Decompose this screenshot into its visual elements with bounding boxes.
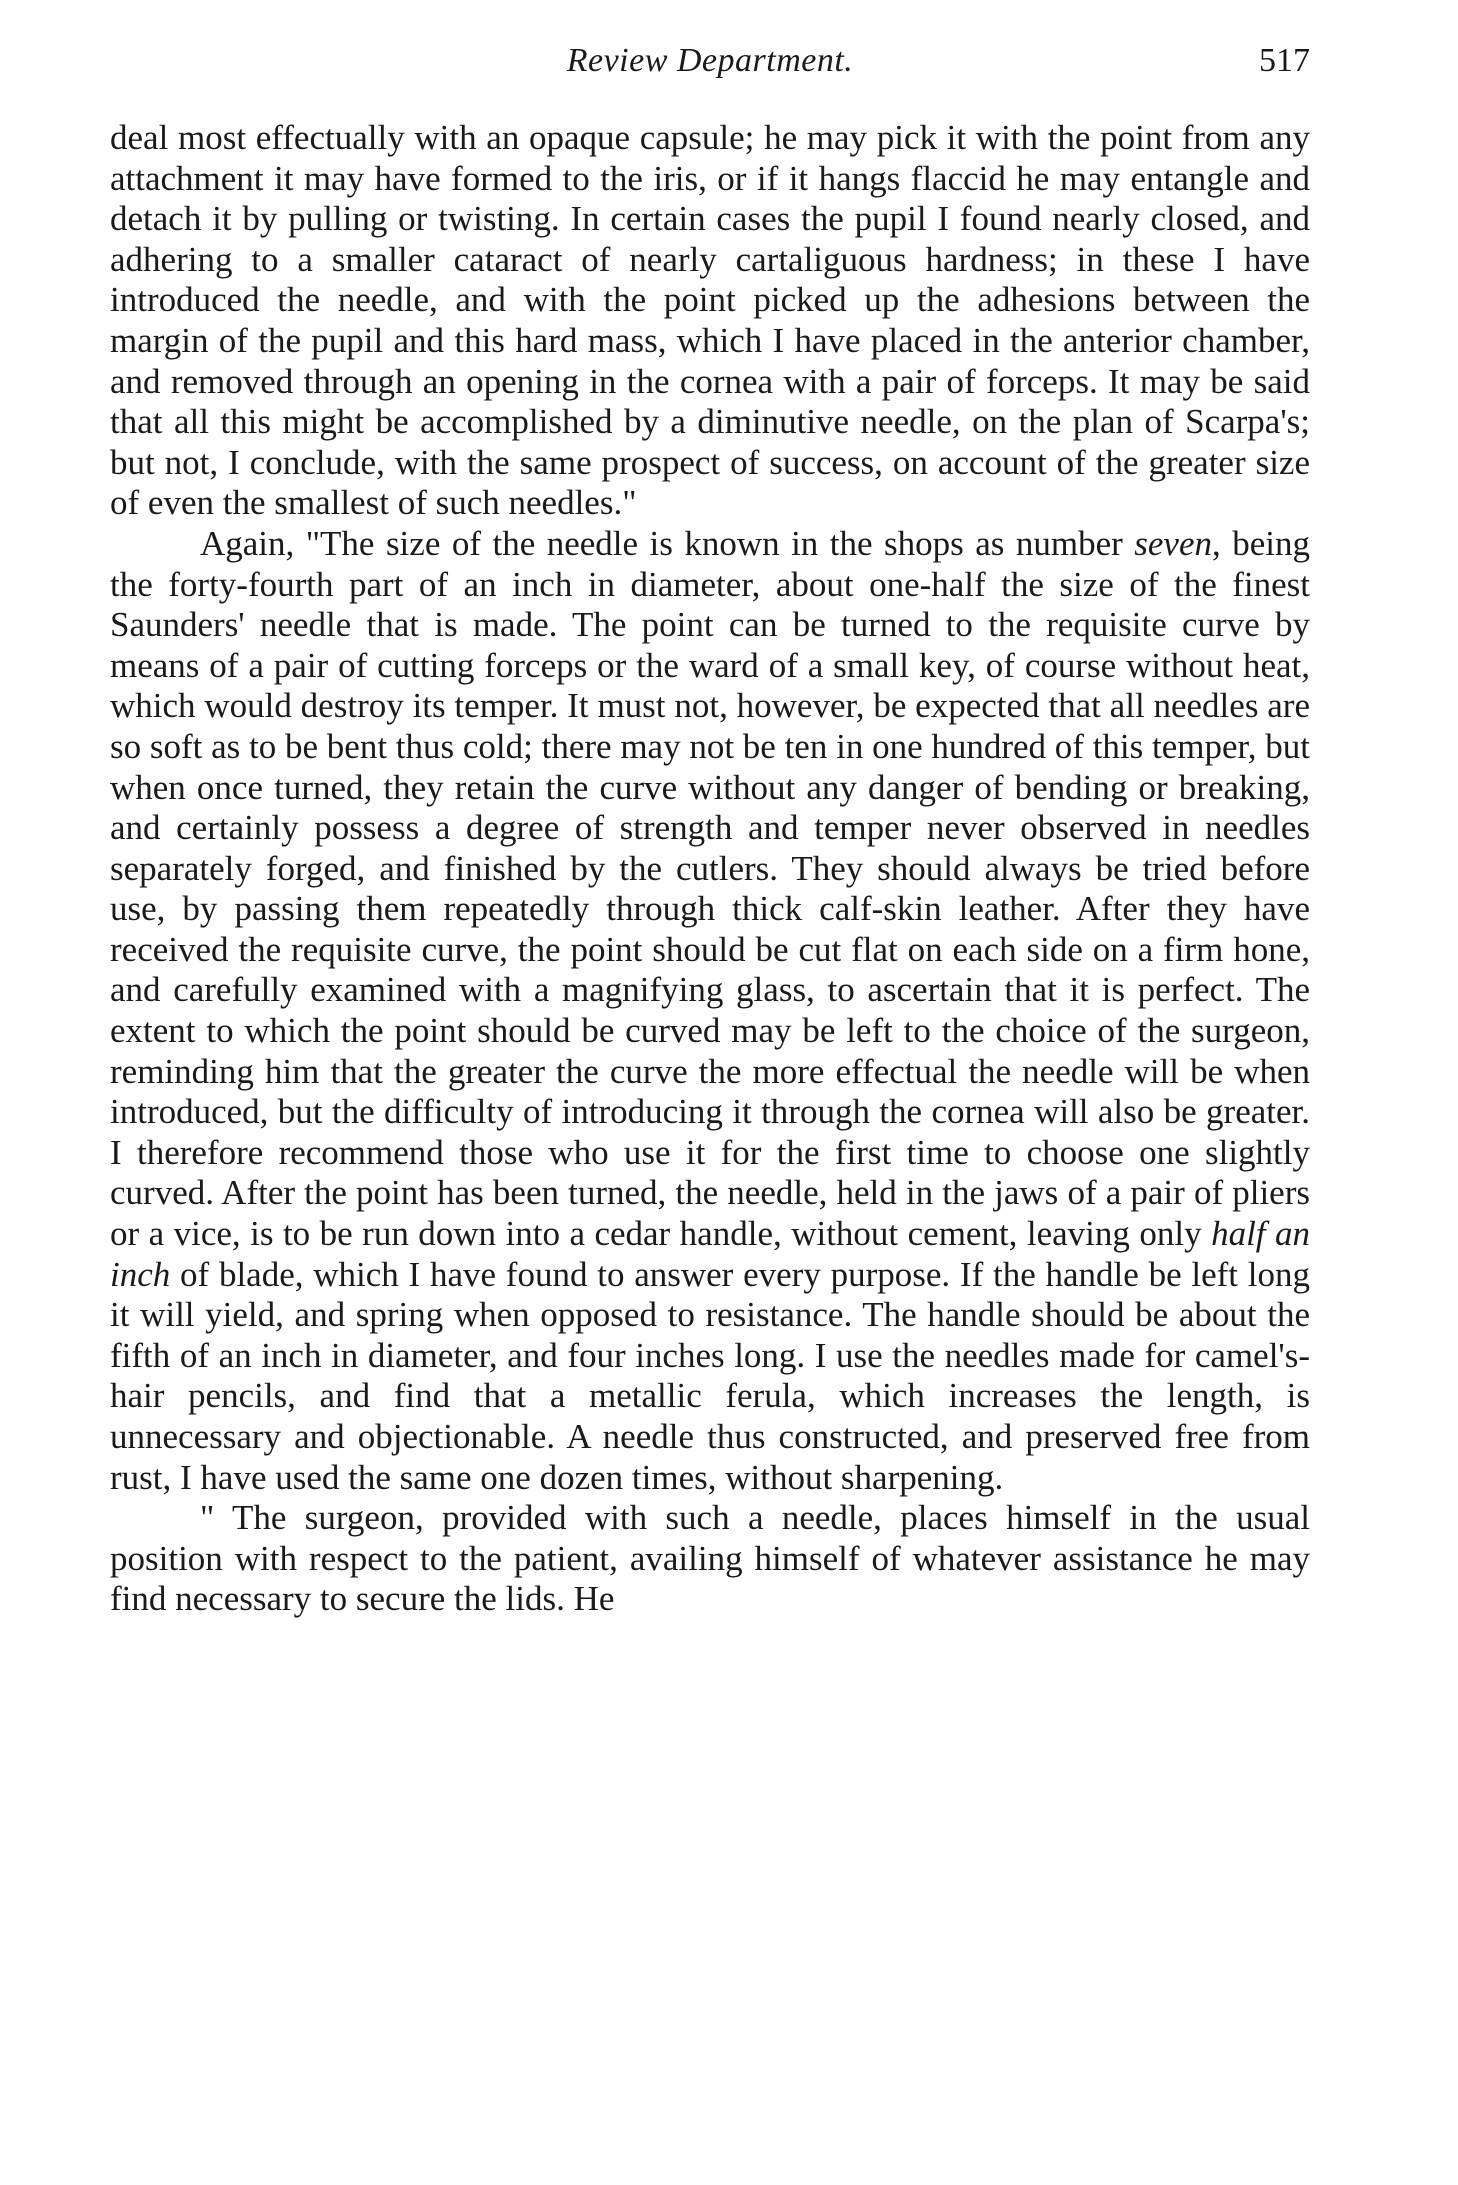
paragraph-2 <box>110 524 1310 1498</box>
italic-term-half-an-inch: half an inch <box>110 1214 1310 1294</box>
page-number: 517 <box>1259 42 1310 79</box>
page-header <box>110 42 1310 92</box>
paragraph-3 <box>110 1498 1310 1620</box>
paragraph-1 <box>110 118 1310 524</box>
body-text <box>110 118 1310 1620</box>
paragraph-text: deal most effectually with an opaque capsule; he may pick it with the point from any attachment it may have formed to the iris, or if it hangs flaccid he may entangle and detach it by pulling or twisting. In certain cases the pupil I found nearly closed, and adhering to a smaller cataract of nearly cartaliguous hardness; in these I have introduced the needle, and with the point picked up the adhesions between the margin of the pupil and this hard mass, which I have placed in the anterior chamber, and removed through an opening in the cornea with a pair of forceps. It may be said that all this might be accomplished by a diminutive needle, on the plan of Scarpa's; but not, I conclude, with the same prospect of success, on account of the greater size of even the smallest of such needles." <box>110 118 1310 523</box>
paragraph-text: Again, "The size of the needle is known in the shops as number <box>200 523 1135 563</box>
paragraph-text: , being the forty-fourth part of an inch in diameter, about one-half the size of the finest Saunders' needle that is made. The point can be turned to the requisite curve by means of a pair of cutting forceps or the ward of a small key, of course without heat, which would destroy its temper. It must not, however, be expected that all needles are so soft as to be bent thus cold; there may not be ten in one hundred of this temper, but when once turned, they retain the curve without any danger of bending or breaking, and certainly possess a degree of strength and temper never observed in needles separately forged, and finished by the cutlers. They should always be tried before use, by passing them repeatedly through thick calf-skin leather. After they have received the requisite curve, the point should be cut flat on each side on a firm hone, and carefully examined with a magnifying glass, to ascertain that it is perfect. The extent to which the point should be curved may be left to the choice of the surgeon, reminding him that the greater the curve the more effectual the needle will be when introduced, but the difficulty of introducing it through the cornea will also be greater. I therefore recommend those who use it for the first time to choose one slightly curved. After the point has been turned, the needle, held in the jaws of a pair of pliers or a vice, is to be run down into a cedar handle, without cement, leaving only <box>110 523 1311 1254</box>
italic-term-seven: seven <box>1134 523 1213 563</box>
paragraph-text: " The surgeon, provided with such a needle, places himself in the usual position with respect to the patient, availing himself of whatever assistance he may find necessary to secure the lids. He <box>110 1498 1310 1619</box>
paragraph-text: of blade, which I have found to answer every purpose. If the handle be left long it will yield, and spring when opposed to resistance. The handle should be about the fifth of an inch in diameter, and four inches long. I use the needles made for camel's-hair pencils, and find that a metallic ferula, which increases the length, is unnecessary and objectionable. A needle thus constructed, and preserved free from rust, I have used the same one dozen times, without sharpening. <box>110 1254 1310 1497</box>
running-head: Review Department. <box>566 42 854 79</box>
